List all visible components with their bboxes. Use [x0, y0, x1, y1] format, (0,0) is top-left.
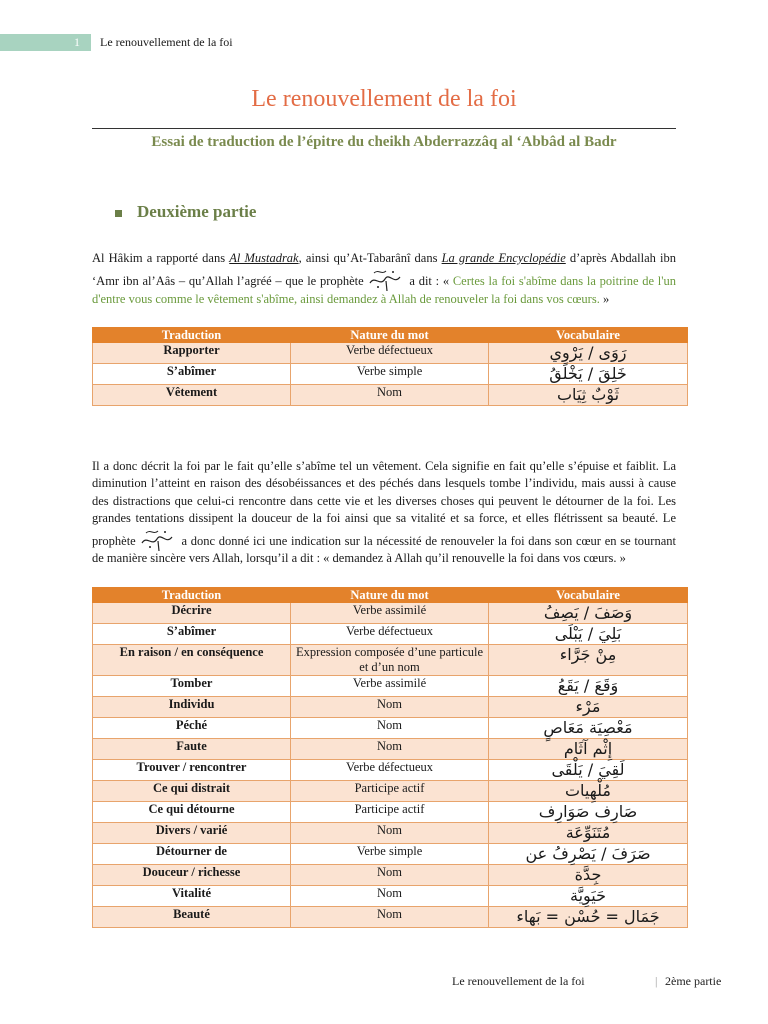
- section-heading: [115, 202, 256, 222]
- arabic-vocab-cell: وَقَعَ / يَقَعُ: [489, 676, 688, 697]
- term-cell: Trouver / rencontrer: [93, 760, 291, 781]
- term-cell: Beauté: [93, 907, 291, 928]
- table-row: [93, 697, 688, 718]
- hadith-quote: Certes la foi s'abîme dans la poitrine de l'un d'entre vous comme le vêtement s'abîme, ainsi demandez à Allah de renouveler la foi dans vos cœurs.: [92, 274, 676, 306]
- nature-cell: Nom: [291, 823, 489, 844]
- nature-cell: Verbe défectueux: [291, 624, 489, 645]
- nature-cell: Expression composée d’une particule et d’un nom: [291, 645, 489, 676]
- column-header-nature: Nature du mot: [291, 328, 489, 343]
- nature-cell: Verbe défectueux: [291, 343, 489, 364]
- square-bullet-icon: [115, 210, 122, 217]
- header-title: Le renouvellement de la foi: [100, 35, 233, 49]
- text-span: , ainsi qu’At-Tabarânî dans: [298, 251, 442, 265]
- column-header-vocabulaire: Vocabulaire: [489, 328, 688, 343]
- reference-grande-encyclopedie: La grande Encyclopédie: [441, 251, 566, 265]
- table-row: [93, 844, 688, 865]
- table-row: [93, 781, 688, 802]
- arabic-vocab-cell: صَرَفَ / يَصْرِفُ عن: [489, 844, 688, 865]
- arabic-vocab-cell: لَقِيَ / يَلْقَى: [489, 760, 688, 781]
- arabic-vocab-cell: حَيَوِيَّة: [489, 886, 688, 907]
- page-number: 1: [74, 35, 80, 49]
- nature-cell: Nom: [291, 886, 489, 907]
- nature-cell: Nom: [291, 865, 489, 886]
- nature-cell: Verbe assimilé: [291, 603, 489, 624]
- arabic-vocab-cell: بَلِيَ / يَبْلَى: [489, 624, 688, 645]
- page-subtitle: Essai de traduction de l’épitre du cheikh Abderrazzâq al ‘Abbâd al Badr: [151, 134, 617, 150]
- column-header-vocabulaire: Vocabulaire: [489, 588, 688, 603]
- term-cell: Rapporter: [93, 343, 291, 364]
- term-cell: Individu: [93, 697, 291, 718]
- vocabulary-table-1: [92, 327, 688, 406]
- term-cell: Douceur / richesse: [93, 865, 291, 886]
- table-row: [93, 624, 688, 645]
- table-row: [93, 603, 688, 624]
- arabic-vocab-cell: مَرْء: [489, 697, 688, 718]
- arabic-vocab-cell: ثَوْبٌ ثِيَاب: [489, 385, 688, 406]
- text-span: d’après Abdallah ibn ‘Amr ibn al’Aâs – qu’Allah l’agréé – que le prophète: [92, 251, 677, 289]
- footer-title: Le renouvellement de la foi: [452, 974, 585, 988]
- term-cell: Tomber: [93, 676, 291, 697]
- arabic-vocab-cell: مَعْصِيَة مَعَاصٍ: [489, 718, 688, 739]
- table-row: [93, 718, 688, 739]
- column-header-traduction: Traduction: [93, 328, 291, 343]
- column-header-traduction: Traduction: [93, 588, 291, 603]
- paragraph-2: [92, 458, 676, 568]
- arabic-vocab-cell: رَوَى / يَرْوِي: [489, 343, 688, 364]
- term-cell: Ce qui détourne: [93, 802, 291, 823]
- term-cell: S’abîmer: [93, 364, 291, 385]
- footer-separator: |: [655, 974, 658, 988]
- table-row: [93, 343, 688, 364]
- nature-cell: Participe actif: [291, 802, 489, 823]
- table-row: [93, 364, 688, 385]
- table-row: [93, 760, 688, 781]
- term-cell: Faute: [93, 739, 291, 760]
- nature-cell: Verbe simple: [291, 844, 489, 865]
- nature-cell: Nom: [291, 385, 489, 406]
- term-cell: Détourner de: [93, 844, 291, 865]
- page-title: Le renouvellement de la foi: [251, 86, 517, 112]
- term-cell: S’abîmer: [93, 624, 291, 645]
- arabic-vocab-cell: إِثْم آثَام: [489, 739, 688, 760]
- reference-al-mustadrak: Al Mustadrak: [229, 251, 299, 265]
- arabic-vocab-cell: صَارِف صَوَارِف: [489, 802, 688, 823]
- table-row: [93, 676, 688, 697]
- table-row: [93, 739, 688, 760]
- nature-cell: Participe actif: [291, 781, 489, 802]
- table-row: [93, 865, 688, 886]
- paragraph-1: [92, 250, 676, 308]
- text-span: Il a donc décrit la foi par le fait qu’elle s’abîme tel un vêtement. Cela signifie en fait qu’elle s’épuise et faiblit. La diminution l’atteint en raison des désobéissances et des péchés dans lesquels tombe l’individu, mais aussi à cause des distractions que celui-ci rencontre dans cette vie et les diverses choses qui peuvent le détourner de la foi. Les grandes tentations dissipent la douceur de la foi ainsi que sa vitalité et sa force, et elles flétrissent sa beauté. Le prophète: [92, 459, 676, 549]
- salawat-calligraphy-icon: [366, 267, 404, 287]
- arabic-vocab-cell: جِدَّة: [489, 865, 688, 886]
- term-cell: En raison / en conséquence: [93, 645, 291, 676]
- nature-cell: Nom: [291, 739, 489, 760]
- section-heading-label: Deuxième partie: [137, 202, 257, 221]
- nature-cell: Verbe assimilé: [291, 676, 489, 697]
- term-cell: Ce qui distrait: [93, 781, 291, 802]
- title-divider: [92, 128, 676, 129]
- vocabulary-table-2: [92, 587, 688, 928]
- text-span: a dit : «: [405, 274, 453, 289]
- salawat-calligraphy-icon: [138, 527, 176, 547]
- table-row: [93, 886, 688, 907]
- arabic-vocab-cell: مُلْهِيات: [489, 781, 688, 802]
- nature-cell: Verbe défectueux: [291, 760, 489, 781]
- table-row: [93, 802, 688, 823]
- text-span: »: [599, 291, 610, 306]
- term-cell: Divers / varié: [93, 823, 291, 844]
- term-cell: Péché: [93, 718, 291, 739]
- footer-section: 2ème partie: [665, 974, 722, 988]
- table-row: [93, 823, 688, 844]
- arabic-vocab-cell: مِنْ جَرَّاء: [489, 645, 688, 676]
- column-header-nature: Nature du mot: [291, 588, 489, 603]
- table-row: [93, 907, 688, 928]
- term-cell: Décrire: [93, 603, 291, 624]
- arabic-vocab-cell: مُتَنَوِّعَة: [489, 823, 688, 844]
- arabic-vocab-cell: خَلِقَ / يَخْلَقُ: [489, 364, 688, 385]
- text-span: Al Hâkim a rapporté dans: [92, 251, 230, 265]
- nature-cell: Nom: [291, 718, 489, 739]
- table-row: [93, 385, 688, 406]
- text-span: a donc donné ici une indication sur la nécessité de renouveler la foi dans son cœur en se tournant de manière sincère vers Allah, lorsqu’il a dit : « demandez à Allah qu’il renouvelle la foi dans vos cœurs. »: [92, 534, 676, 566]
- nature-cell: Nom: [291, 697, 489, 718]
- term-cell: Vêtement: [93, 385, 291, 406]
- arabic-vocab-cell: وَصَفَ / يَصِفُ: [489, 603, 688, 624]
- nature-cell: Verbe simple: [291, 364, 489, 385]
- table-row: [93, 645, 688, 676]
- nature-cell: Nom: [291, 907, 489, 928]
- arabic-vocab-cell: جَمَال = حُسْن = بَهاء: [489, 907, 688, 928]
- term-cell: Vitalité: [93, 886, 291, 907]
